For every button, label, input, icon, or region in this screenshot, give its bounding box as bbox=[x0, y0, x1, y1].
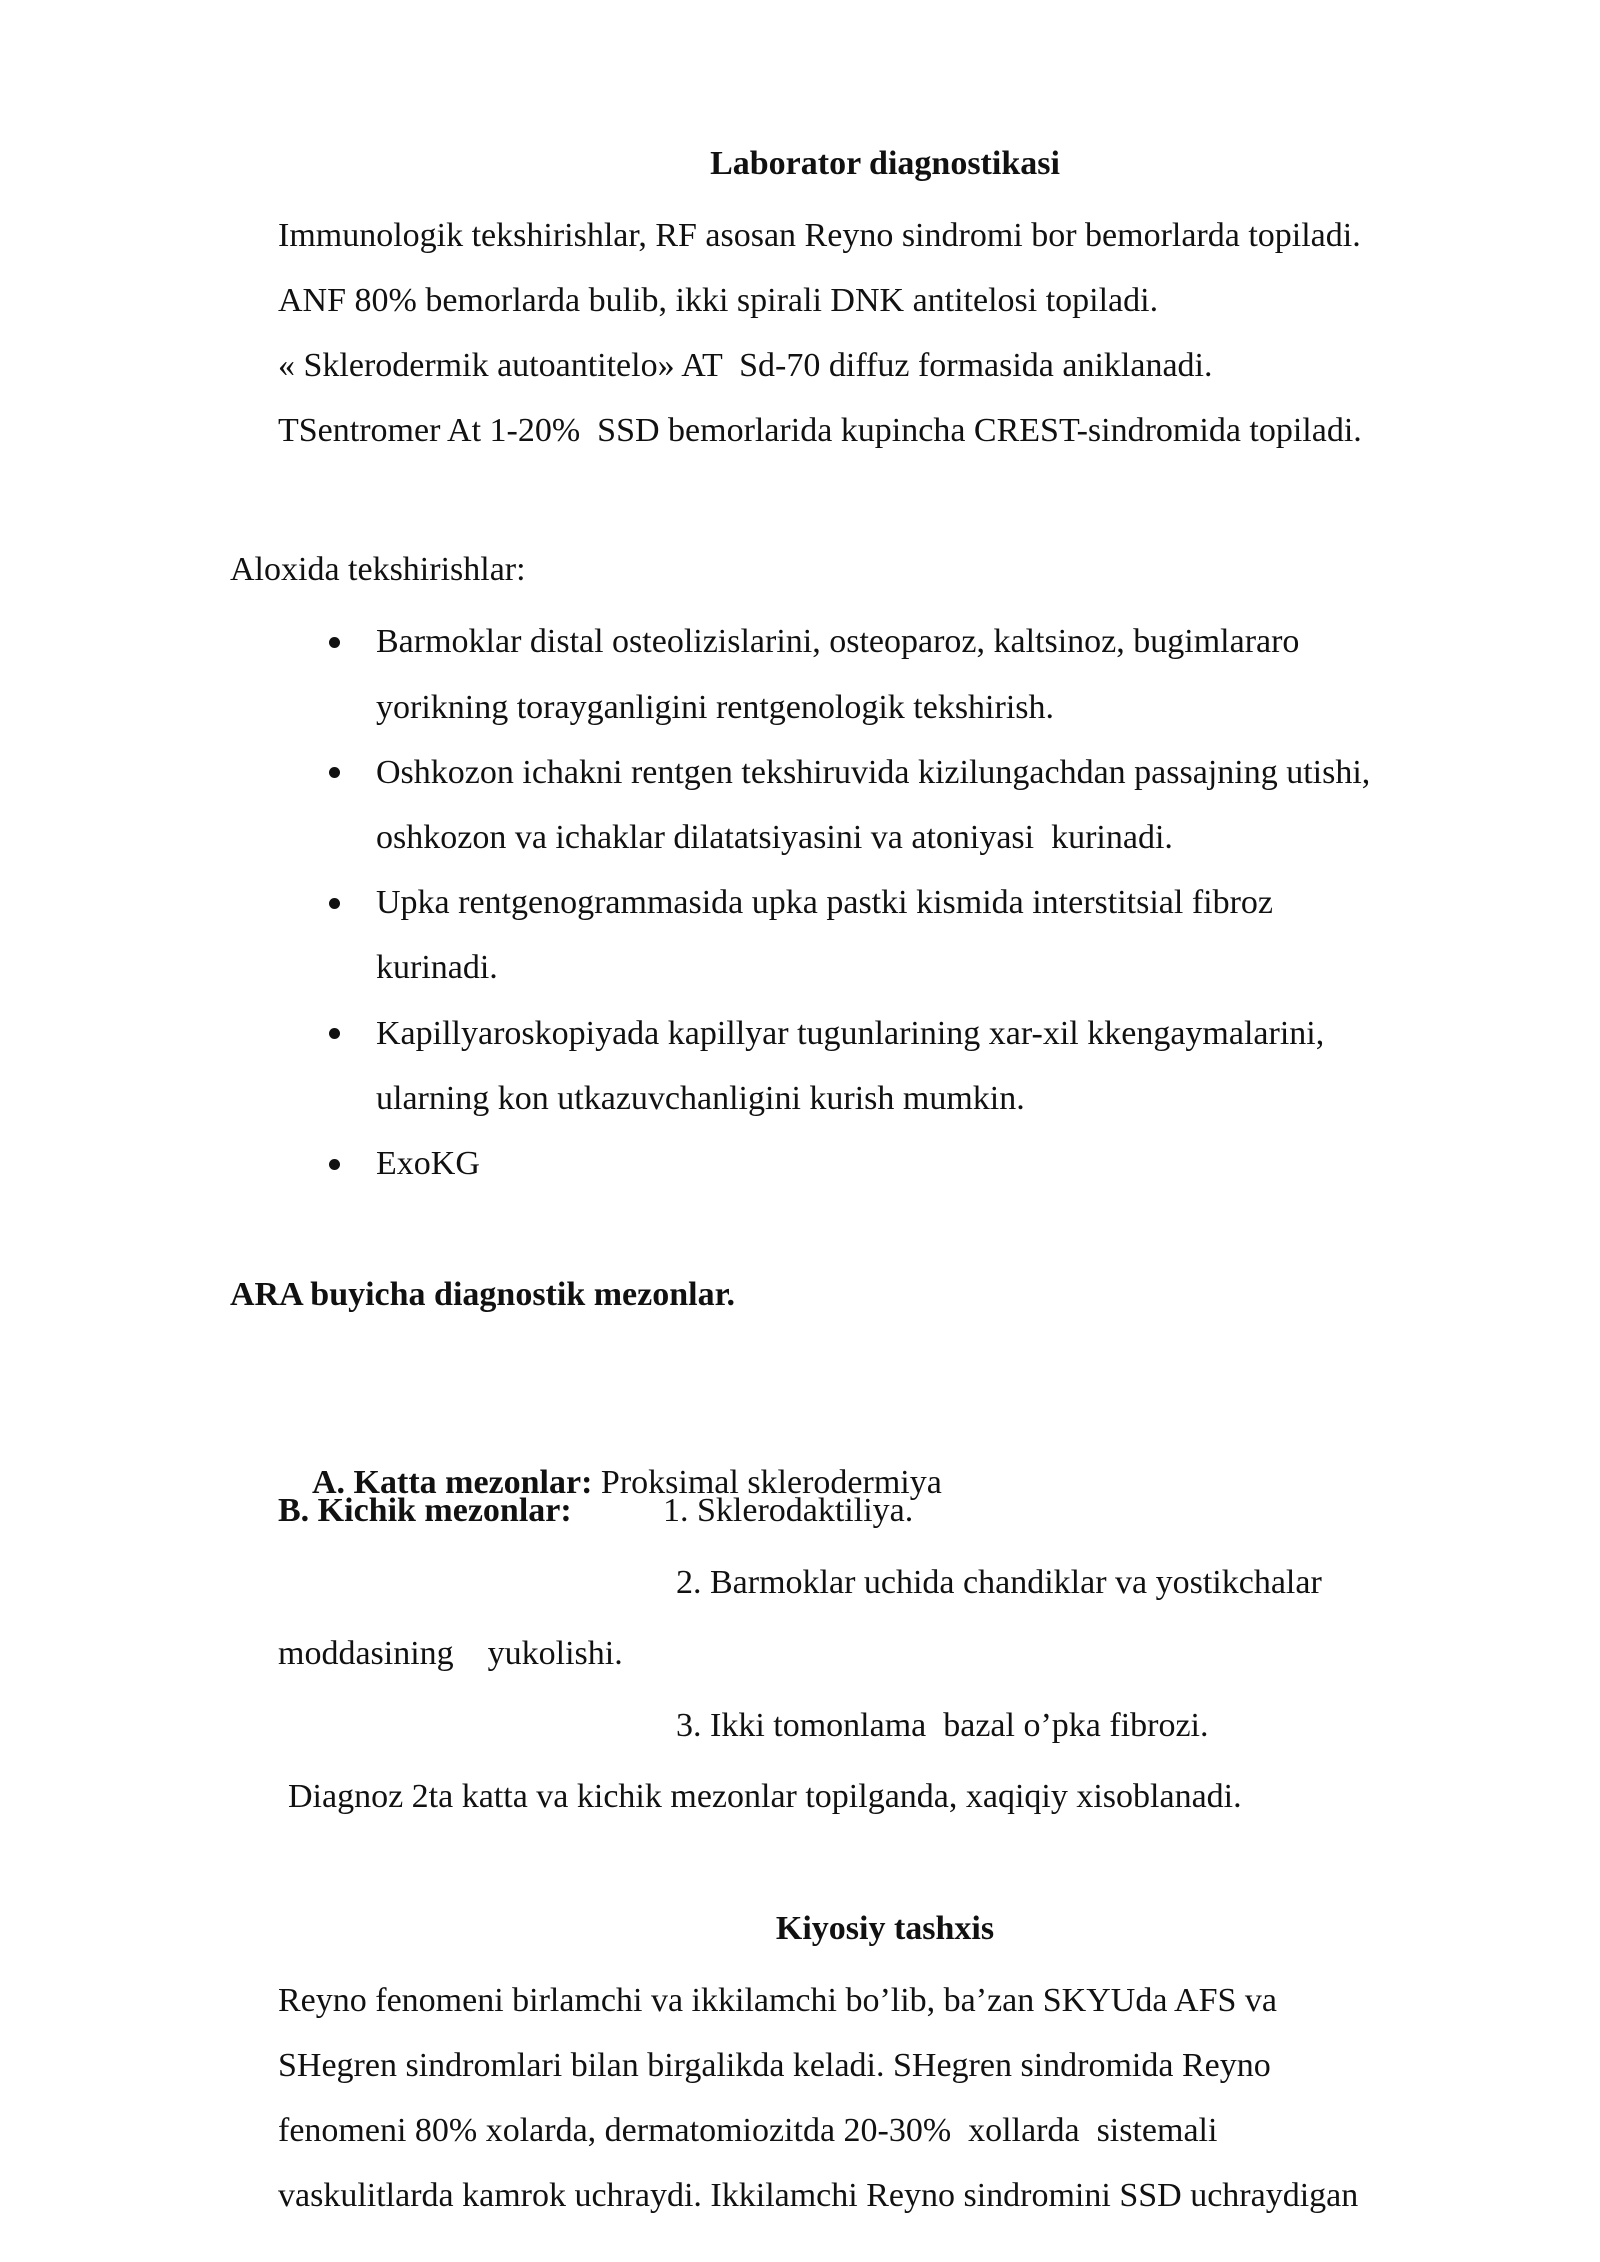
bullet-icon bbox=[329, 1028, 340, 1039]
ara-criteria-heading: ARA buyicha diagnostik mezonlar. bbox=[230, 1276, 736, 1313]
immuno-line-4: TSentromer At 1-20% SSD bemorlarida kupincha CREST-sindromida topiladi. bbox=[278, 412, 1362, 449]
diff-line-3: fenomeni 80% xolarda, dermatomiozitda 20-30% xollarda sistemali bbox=[278, 2112, 1218, 2149]
list-item-text: kurinadi. bbox=[376, 949, 498, 986]
list-item-text: oshkozon va ichaklar dilatatsiyasini va atoniyasi kurinadi. bbox=[376, 819, 1173, 856]
bullet-icon bbox=[329, 1159, 340, 1170]
list-item-text: Oshkozon ichakni rentgen tekshiruvida kizilungachdan passajning utishi, bbox=[376, 754, 1371, 791]
bullet-icon bbox=[329, 898, 340, 909]
minor-criteria-label: B. Kichik mezonlar: bbox=[278, 1492, 572, 1529]
list-item-text: Upka rentgenogrammasida upka pastki kismida interstitsial fibroz bbox=[376, 884, 1273, 921]
immuno-line-3: « Sklerodermik autoantitelo» AT Sd-70 diffuz formasida aniklanadi. bbox=[278, 347, 1213, 384]
heading-differential-diagnosis: Kiyosiy tashxis bbox=[775, 1910, 995, 1947]
minor-criterion-2: 2. Barmoklar uchida chandiklar va yostikchalar bbox=[676, 1564, 1322, 1601]
diff-line-4: vaskulitlarda kamrok uchraydi. Ikkilamchi Reyno sindromini SSD uchraydigan bbox=[278, 2177, 1359, 2214]
separate-examinations-label: Aloxida tekshirishlar: bbox=[230, 551, 526, 588]
list-item-text: Kapillyaroskopiyada kapillyar tugunlarining xar-xil kkengaymalarini, bbox=[376, 1015, 1325, 1052]
immuno-line-2: ANF 80% bemorlarda bulib, ikki spirali DNK antitelosi topiladi. bbox=[278, 282, 1159, 319]
diff-line-2: SHegren sindromlari bilan birgalikda keladi. SHegren sindromida Reyno bbox=[278, 2047, 1271, 2084]
list-item-text: Barmoklar distal osteolizislarini, osteoparoz, kaltsinoz, bugimlararo bbox=[376, 623, 1300, 660]
major-criteria-text: Proksimal sklerodermiya bbox=[592, 1464, 942, 1501]
bullet-icon bbox=[329, 637, 340, 648]
list-item-text: ularning kon utkazuvchanligini kurish mumkin. bbox=[376, 1080, 1025, 1117]
list-item-text: ExoKG bbox=[376, 1145, 480, 1182]
minor-criterion-1: 1. Sklerodaktiliya. bbox=[663, 1492, 914, 1529]
immuno-line-1: Immunologik tekshirishlar, RF asosan Reyno sindromi bor bemorlarda topiladi. bbox=[278, 217, 1361, 254]
minor-criterion-2-continued: moddasining yukolishi. bbox=[278, 1635, 623, 1672]
diagnosis-rule: Diagnoz 2ta katta va kichik mezonlar topilganda, xaqiqiy xisoblanadi. bbox=[288, 1778, 1242, 1815]
heading-laboratory-diagnostics: Laborator diagnostikasi bbox=[710, 145, 1060, 182]
diff-line-1: Reyno fenomeni birlamchi va ikkilamchi bo’lib, ba’zan SKYUda AFS va bbox=[278, 1982, 1278, 2019]
major-criteria-label: A. Katta mezonlar: bbox=[312, 1464, 593, 1501]
list-item-text: yorikning torayganligini rentgenologik tekshirish. bbox=[376, 689, 1055, 726]
minor-criterion-3: 3. Ikki tomonlama bazal o’pka fibrozi. bbox=[676, 1707, 1209, 1744]
bullet-icon bbox=[329, 767, 340, 778]
